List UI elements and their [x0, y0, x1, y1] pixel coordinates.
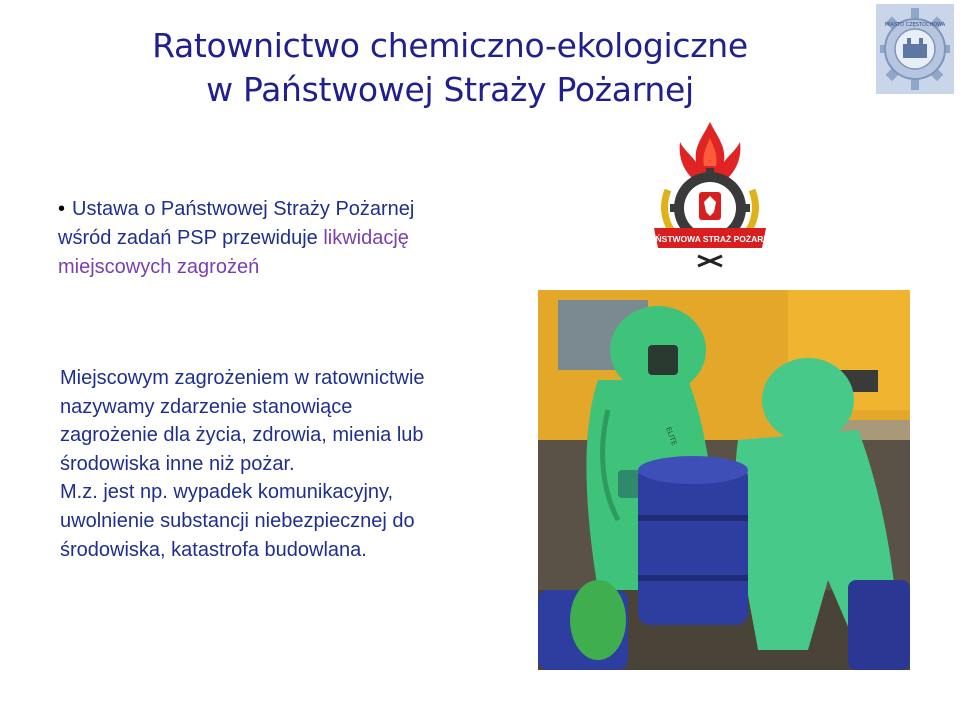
- bullet-text-1: Ustawa o Państwowej Straży Pożarnej: [72, 198, 415, 220]
- emblem-gear-icon: [876, 4, 954, 94]
- paragraph-line: nazywamy zdarzenie stanowiące: [60, 395, 353, 418]
- city-emblem-logo: [876, 4, 954, 94]
- slide-title: [60, 24, 840, 112]
- suit-label: ELITE: [664, 425, 679, 447]
- paragraph-line: Miejscowym zagrożeniem w ratownictwie: [60, 367, 425, 389]
- hazmat-scene-image: [538, 290, 910, 670]
- hazmat-photo: [538, 290, 910, 670]
- paragraph-line: środowiska inne niż pożar.: [60, 452, 295, 475]
- paragraph-line: uwolnienie substancji niebezpiecznej do: [60, 509, 415, 532]
- bullet-item: [58, 195, 518, 282]
- title-line-2: w Państwowej Straży Pożarnej: [206, 70, 694, 109]
- fire-emblem-icon: [650, 120, 770, 270]
- bullet-highlight: likwidację miejscowych zagrożeń: [58, 227, 409, 278]
- bullet-text-2: wśród zadań PSP przewiduje: [58, 227, 324, 249]
- bullet-dot-icon: •: [58, 198, 66, 220]
- psp-logo-text: PAŃSTWOWA STRAŻ POŻARNA: [650, 234, 770, 244]
- paragraph-line: zagrożenie dla życia, zdrowia, mienia lub: [60, 424, 424, 447]
- definition-paragraph: [60, 364, 520, 564]
- title-line-1: Ratownictwo chemiczno-ekologiczne: [152, 26, 748, 65]
- paragraph-line: środowiska, katastrofa budowlana.: [60, 538, 367, 561]
- psp-logo: [650, 120, 770, 270]
- paragraph-line: M.z. jest np. wypadek komunikacyjny,: [60, 481, 394, 504]
- corner-logo-text: MIASTO CZĘSTOCHOWA: [884, 22, 946, 28]
